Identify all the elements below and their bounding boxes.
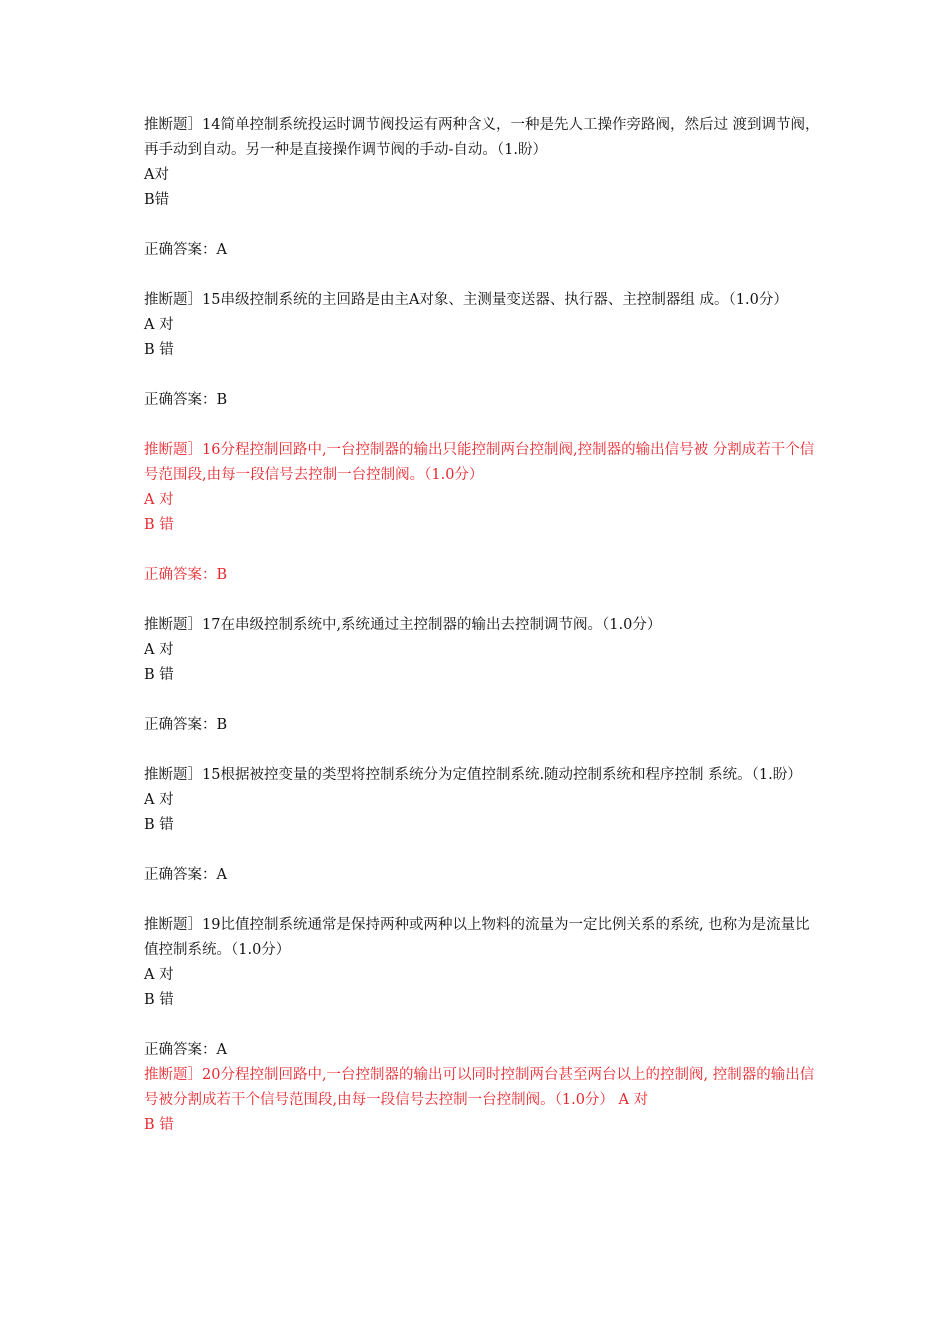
- question-block: [144, 613, 824, 738]
- question-text: 推断题］16分程控制回路中,一台控制器的输出只能控制两台控制阀,控制器的输出信号被 分割成若干个信号范围段,由每一段信号去控制一台控制阀。（1.0分）: [144, 442, 815, 483]
- correct-answer: 正确答案：A: [144, 242, 227, 258]
- question-block-highlighted: [144, 1063, 824, 1138]
- correct-answer: 正确答案：B: [144, 717, 228, 733]
- correct-answer: 正确答案：B: [144, 567, 228, 583]
- question-block-highlighted: [144, 438, 824, 588]
- correct-answer: 正确答案：B: [144, 392, 228, 408]
- question-text: 推断题］15根据被控变量的类型将控制系统分为定值控制系统.随动控制系统和程序控制 系统。（1.盼）: [144, 767, 802, 783]
- question-block: [144, 913, 824, 1063]
- question-block: [144, 288, 824, 413]
- option-a: A 对: [144, 492, 174, 508]
- question-text: 推断题］15串级控制系统的主回路是由主A对象、主测量变送器、执行器、主控制器组 成。（1.0分）: [144, 292, 788, 308]
- question-list: [144, 113, 824, 1138]
- option-b: B 错: [144, 992, 174, 1008]
- option-b: B 错: [144, 1117, 174, 1133]
- question-text: 推断题］17在串级控制系统中,系统通过主控制器的输出去控制调节阀。（1.0分）: [144, 617, 662, 633]
- option-b: B 错: [144, 517, 174, 533]
- option-a: A 对: [144, 317, 174, 333]
- correct-answer: 正确答案：A: [144, 867, 227, 883]
- option-a: A 对: [144, 967, 174, 983]
- question-text: 推断题］14简单控制系统投运时调节阀投运有两种含义，一种是先人工操作旁路阀，然后过 渡到调节阀，再手动到自动。另一种是直接操作调节阀的手动-自动。（1.盼）: [144, 117, 820, 158]
- question-block: [144, 113, 824, 263]
- question-text: 推断题］19比值控制系统通常是保持两种或两种以上物料的流量为一定比例关系的系统, 也称为是流量比值控制系统。（1.0分）: [144, 917, 810, 958]
- option-b: B 错: [144, 342, 174, 358]
- option-b: B错: [144, 192, 170, 208]
- option-b: B 错: [144, 817, 174, 833]
- question-text: 推断题］20分程控制回路中,一台控制器的输出可以同时控制两台甚至两台以上的控制阀, 控制器的输出信号被分割成若干个信号范围段,由每一段信号去控制一台控制阀。（1.0分） A 对: [144, 1067, 815, 1108]
- option-a: A 对: [144, 642, 174, 658]
- correct-answer: 正确答案：A: [144, 1042, 227, 1058]
- option-a: A 对: [144, 792, 174, 808]
- option-b: B 错: [144, 667, 174, 683]
- option-a: A对: [144, 167, 169, 183]
- question-block: [144, 763, 824, 888]
